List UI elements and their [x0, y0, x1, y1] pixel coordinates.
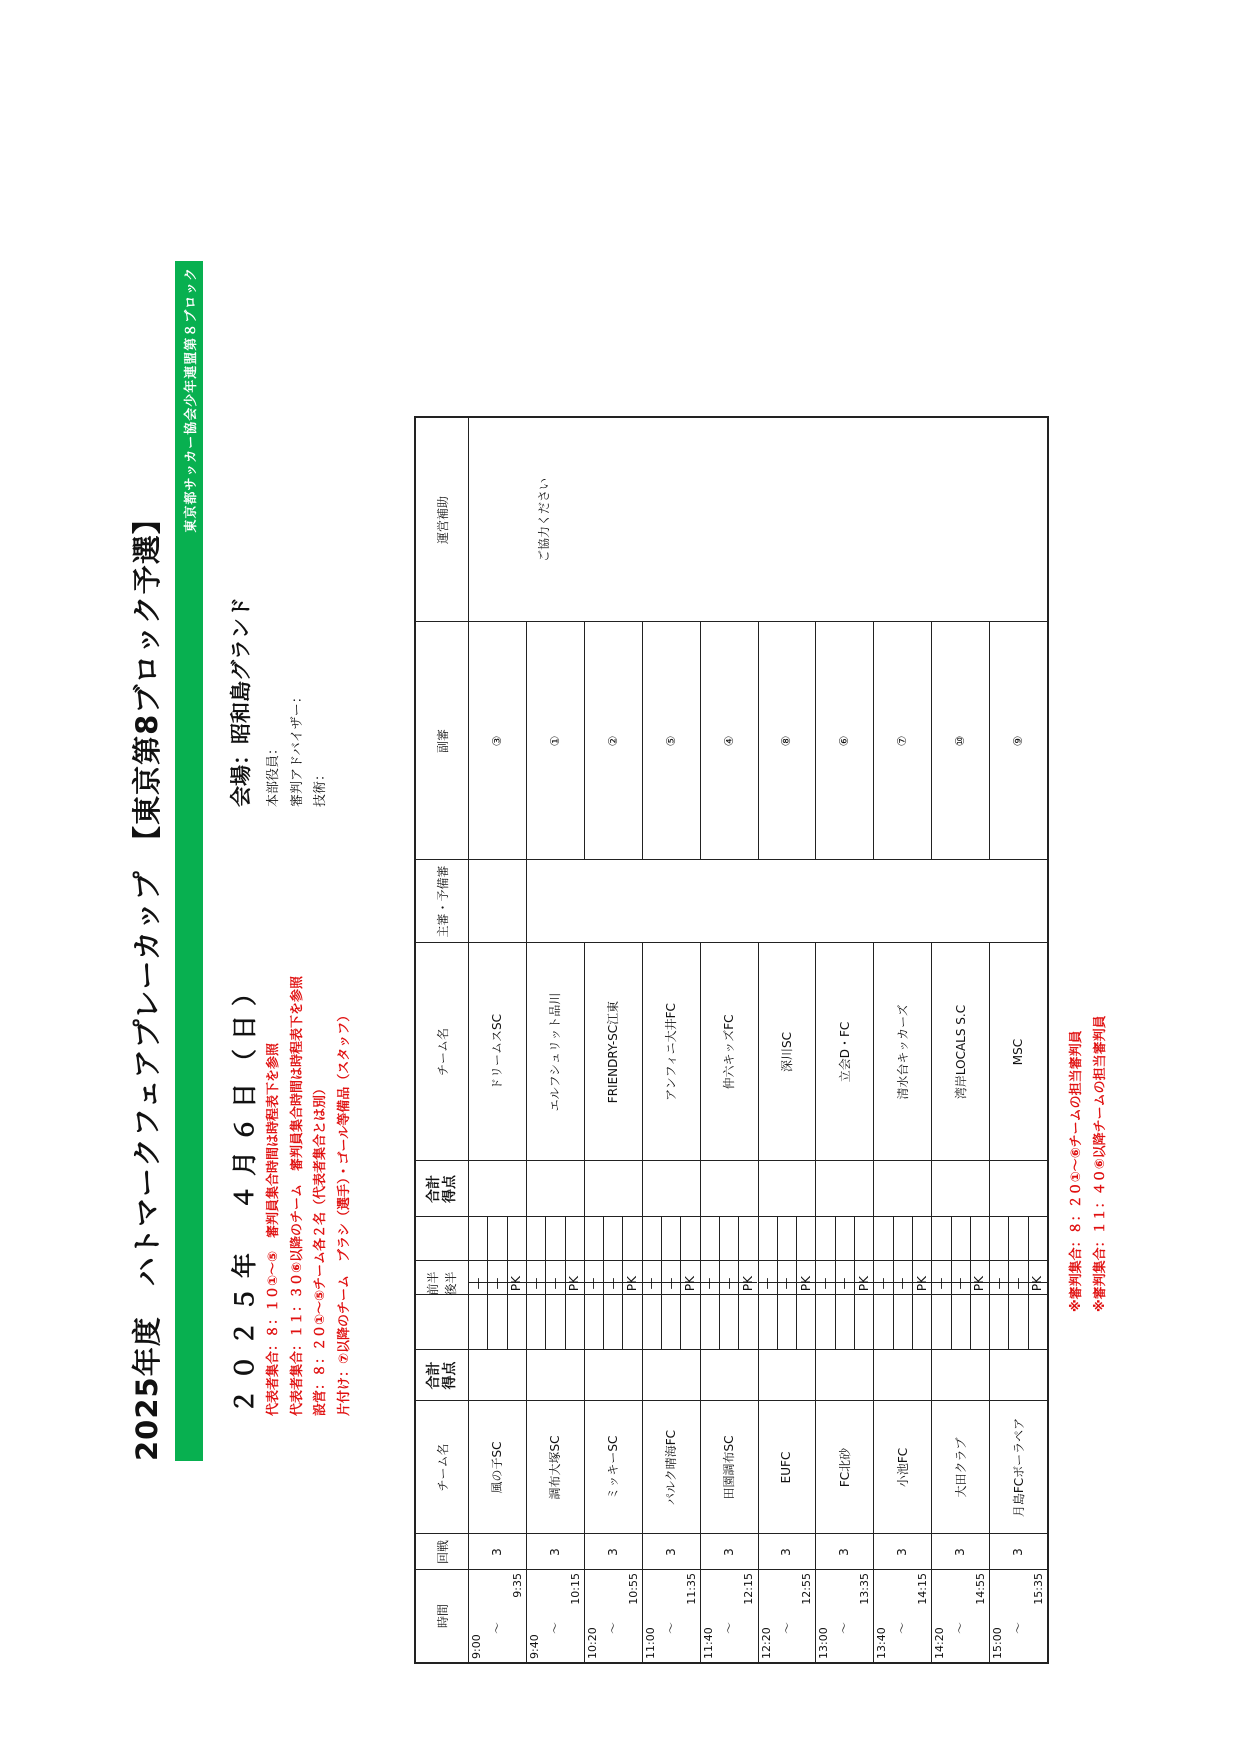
time-cell	[989, 1570, 1047, 1662]
match-round: 3	[837, 1548, 852, 1556]
match-tilde: 〜	[837, 1621, 852, 1634]
staff-list	[262, 690, 333, 807]
assistant-referee: ③	[489, 735, 504, 747]
away-team-name: MSC	[1011, 1038, 1026, 1066]
header-team: チーム名	[435, 1443, 450, 1492]
match-start: 9:40	[527, 1634, 541, 1659]
match-tilde: 〜	[953, 1621, 968, 1634]
assistant-referee: ⑤	[663, 735, 678, 747]
half1-score: —	[760, 1277, 775, 1290]
header-score-label: 得点	[442, 1175, 458, 1203]
header-time: 時間	[435, 1604, 450, 1629]
time-cell	[526, 1570, 584, 1662]
pk-score: PK	[567, 1275, 582, 1292]
half1-score: —	[875, 1277, 890, 1290]
header-halves	[416, 1217, 468, 1350]
pk-score: PK	[856, 1275, 871, 1292]
header-half2: 後半	[444, 1271, 458, 1296]
assistant-referee: ①	[547, 735, 562, 747]
event-date: ２０２５年 ４月６日（日）	[230, 971, 259, 1414]
home-team-name: ミッキーSC	[606, 1435, 621, 1500]
half2-score: —	[779, 1277, 794, 1290]
home-team-name: 田園調布SC	[722, 1435, 737, 1500]
half2-score: —	[953, 1277, 968, 1290]
assistant-referee: ⑥	[837, 735, 852, 747]
schedule-table	[414, 416, 1049, 1664]
match-start: 12:20	[759, 1627, 773, 1659]
match-tilde: 〜	[547, 1621, 562, 1634]
home-team-name: 風の子SC	[490, 1441, 505, 1494]
match-round: 3	[779, 1548, 794, 1556]
home-team-name: 小池FC	[895, 1447, 910, 1488]
match-end: 12:55	[800, 1573, 814, 1605]
match-end: 15:35	[1031, 1573, 1045, 1605]
away-team-name: 深川SC	[779, 1032, 794, 1072]
match-round: 3	[953, 1548, 968, 1556]
organizer-bar	[175, 261, 203, 1461]
footer-notes	[1065, 1015, 1113, 1312]
match-round: 3	[721, 1548, 736, 1556]
pk-score: PK	[682, 1275, 697, 1292]
match-round: 3	[547, 1548, 562, 1556]
match-start: 10:20	[585, 1627, 599, 1659]
match-end: 14:55	[974, 1573, 988, 1605]
match-tilde: 〜	[721, 1621, 736, 1634]
home-team-name: 月島FCボーラペア	[1011, 1417, 1026, 1518]
page-title: 2025年度 ハトマークフェアプレーカップ 【東京第8ブロック予選】	[130, 504, 164, 1461]
match-tilde: 〜	[895, 1621, 910, 1634]
match-round: 3	[663, 1548, 678, 1556]
header-total	[416, 1161, 468, 1217]
match-round: 3	[489, 1548, 504, 1556]
organizer-label: 東京都サッカー協会少年連盟第８ブロック	[184, 267, 199, 533]
time-cell	[758, 1570, 816, 1662]
pk-score: PK	[509, 1275, 524, 1292]
header-total-label: 合計	[426, 1361, 442, 1390]
match-round: 3	[605, 1548, 620, 1556]
header-round: 回戦	[435, 1540, 450, 1565]
time-cell	[468, 1570, 526, 1662]
match-end: 9:35	[510, 1573, 524, 1598]
half1-score: —	[644, 1277, 659, 1290]
half2-score: —	[605, 1277, 620, 1290]
home-team-name: 調布大塚SC	[548, 1435, 563, 1500]
match-end: 12:15	[742, 1573, 756, 1605]
assistant-referee: ④	[721, 735, 736, 747]
away-team-name: 湾岸LOCALS S.C	[953, 1004, 968, 1100]
half2-score: —	[1011, 1277, 1026, 1290]
half2-score: —	[547, 1277, 562, 1290]
away-team-name: 立会D・FC	[837, 1021, 852, 1083]
away-team-name: FRIENDRY-SC江東	[606, 1000, 621, 1104]
home-team-name: FC北砂	[837, 1447, 852, 1488]
assistant-referee: ⑧	[779, 735, 794, 747]
half1-score: —	[586, 1277, 601, 1290]
header-score-label: 得点	[442, 1361, 458, 1390]
header-total	[416, 1350, 468, 1401]
away-team-name: 清水台キッカーズ	[895, 1004, 910, 1100]
match-start: 11:40	[701, 1627, 715, 1659]
note-line: 設営：８：２０①〜⑤チーム各２名（代表者集合とは別）	[313, 1081, 328, 1416]
half1-score: —	[933, 1277, 948, 1290]
away-team-name: ドリームスSC	[490, 1014, 505, 1090]
away-team-name: 仲六キッズFC	[722, 1014, 737, 1090]
half1-score: —	[818, 1277, 833, 1290]
match-tilde: 〜	[605, 1621, 620, 1634]
staff-line: 審判アドバイザー：	[289, 690, 305, 807]
pk-score: PK	[798, 1275, 813, 1292]
match-round: 3	[895, 1548, 910, 1556]
note-line: 代表者集合：８：１０①〜⑤ 審判員集合時間は時程表下を参照	[266, 1042, 281, 1416]
grid-line	[526, 860, 527, 943]
match-end: 10:55	[626, 1573, 640, 1605]
note-line: 片付け：⑦以降のチーム ブラシ（選手）・ゴール等備品（スタッフ）	[336, 1008, 352, 1416]
half2-score: —	[489, 1277, 504, 1290]
match-start: 13:00	[817, 1627, 831, 1659]
match-end: 13:35	[858, 1573, 872, 1605]
footer-line: ※審判集合：８：２０①〜⑥チームの担当審判員	[1069, 1030, 1084, 1312]
half2-score: —	[721, 1277, 736, 1290]
match-start: 15:00	[991, 1627, 1005, 1659]
assistant-referee: ⑨	[1011, 735, 1026, 747]
note-line: 代表者集合：１１：３０⑥以降のチーム 審判員集合時間は時程表下を参照	[289, 975, 305, 1416]
half1-score: —	[991, 1277, 1006, 1290]
pk-score: PK	[972, 1275, 987, 1292]
venue: 会場：昭和島グランド	[229, 597, 253, 807]
match-tilde: 〜	[663, 1621, 678, 1634]
assistant-referee: ⑩	[953, 735, 968, 747]
home-team-name: 大田クラブ	[953, 1437, 968, 1498]
notes	[262, 976, 356, 1416]
header-total-label: 合計	[426, 1175, 442, 1203]
match-start: 13:40	[875, 1627, 889, 1659]
time-cell	[815, 1570, 873, 1662]
match-start: 11:00	[643, 1627, 657, 1659]
footer-line: ※審判集合：１１：４０⑥以降チームの担当審判員	[1093, 1015, 1108, 1312]
match-tilde: 〜	[1011, 1621, 1026, 1634]
time-cell	[642, 1570, 700, 1662]
pk-score: PK	[1030, 1275, 1045, 1292]
header-half1: 前半	[426, 1271, 440, 1296]
half2-score: —	[895, 1277, 910, 1290]
away-team-name: エルフシュリット品川	[548, 992, 563, 1112]
header-assistant: 副審	[435, 729, 450, 754]
pk-score: PK	[740, 1275, 755, 1292]
time-cell	[873, 1570, 931, 1662]
home-team-name: EUFC	[779, 1451, 794, 1484]
match-tilde: 〜	[779, 1621, 794, 1634]
pk-score: PK	[914, 1275, 929, 1292]
match-end: 11:35	[684, 1573, 698, 1605]
staff-line: 本部役員：	[266, 741, 281, 807]
match-end: 10:15	[568, 1573, 582, 1605]
match-start: 14:20	[933, 1627, 947, 1659]
match-round: 3	[1011, 1548, 1026, 1556]
grid-line	[468, 418, 469, 622]
time-cell	[700, 1570, 758, 1662]
support-note: ご協力ください	[536, 478, 551, 563]
match-end: 14:15	[916, 1573, 930, 1605]
half1-score: —	[470, 1277, 485, 1290]
header-support: 運営補助	[435, 496, 450, 545]
assistant-referee: ⑦	[895, 735, 910, 747]
half1-score: —	[702, 1277, 717, 1290]
half2-score: —	[663, 1277, 678, 1290]
half1-score: —	[528, 1277, 543, 1290]
match-start: 9:00	[470, 1634, 483, 1659]
assistant-referee: ②	[605, 735, 620, 747]
home-team-name: パルク晴海FC	[664, 1429, 679, 1506]
header-referee: 主審・予備審	[435, 865, 450, 938]
pk-score: PK	[625, 1275, 640, 1292]
time-cell	[931, 1570, 989, 1662]
half2-score: —	[837, 1277, 852, 1290]
away-team-name: アンフィニ大井FC	[664, 1003, 679, 1101]
match-tilde: 〜	[490, 1621, 504, 1634]
staff-line: 技術：	[313, 767, 328, 807]
time-cell	[584, 1570, 642, 1662]
header-team: チーム名	[435, 1028, 450, 1077]
